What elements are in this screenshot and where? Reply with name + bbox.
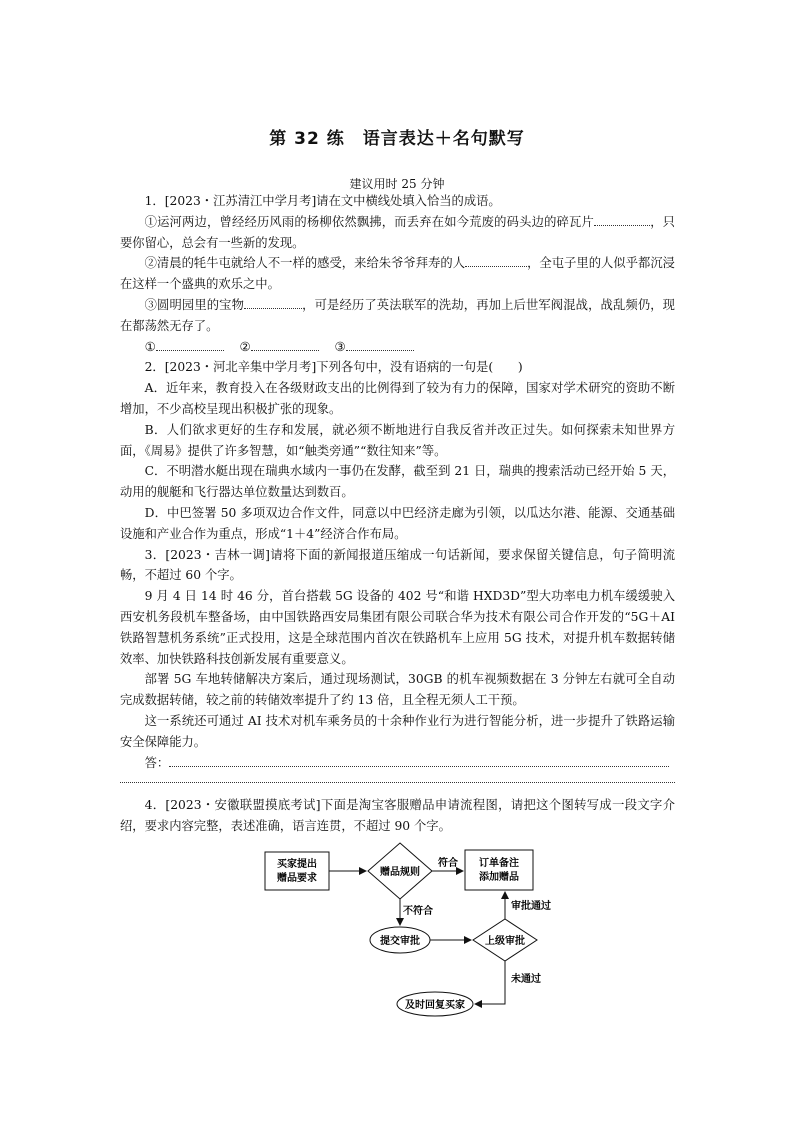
q1-answer-2[interactable] — [251, 338, 319, 351]
question-content — [120, 191, 675, 837]
q1-answer-1[interactable] — [156, 338, 224, 351]
q1-blank-1[interactable] — [594, 213, 650, 226]
q2-option-c: C．不明潜水艇出现在瑞典水域内一事仍在发酵，截至到 21 日，瑞典的搜索活动已经开始 5 天，动用的舰艇和飞行器达单位数量达到数百。 — [120, 464, 675, 500]
node-superior-approval-label: 上级审批 — [485, 936, 525, 947]
q3-answer-label: 答： — [144, 755, 170, 770]
q1-answer-label-2: ② — [239, 339, 251, 354]
node-order-note-label-1: 订单备注 — [479, 858, 519, 869]
node-order-note — [465, 850, 533, 890]
q4-stem: 4．[2023・安徽联盟摸底考试]下面是淘宝客服赠品申请流程图，请把这个图转写成一段文字介绍，要求内容完整，表述准确，语言连贯，不超过 90 个字。 — [120, 798, 675, 834]
edge-label-no-match: 不符合 — [403, 906, 433, 917]
q1-answer-line — [120, 337, 675, 358]
flowchart — [255, 842, 555, 1020]
q1-answer-label-3: ③ — [334, 339, 346, 354]
q1-sentence-1: ①运河两边，曾经经历风雨的杨柳依然飘拂，而丢弃在如今荒废的码头边的碎瓦片 ，只要你留心，总会有一些新的发现。 — [120, 214, 675, 250]
q1-blank-3[interactable] — [244, 296, 302, 309]
q1-blank-2[interactable] — [465, 254, 527, 267]
node-buyer-request — [265, 852, 329, 890]
q2-stem: 2．[2023・河北辛集中学月考]下列各句中，没有语病的一句是( ) — [144, 360, 523, 375]
edge-superior-to-reply — [475, 961, 505, 1004]
q1-sentence-3: ③圆明园里的宝物 ，可是经历了英法联军的洗劫，再加上后世军阀混战，战乱频仍，现在都荡然无存了。 — [120, 297, 675, 333]
q3-answer-line-2[interactable] — [120, 773, 675, 783]
node-buyer-request-label-2: 赠品要求 — [277, 873, 317, 884]
node-reply-buyer-label: 及时回复买家 — [405, 1000, 465, 1011]
time-suggestion: 建议用时 25 分钟 — [349, 177, 445, 191]
q1-answer-label-1: ① — [144, 339, 156, 354]
node-buyer-request-label-1: 买家提出 — [277, 859, 317, 870]
q2-option-b: B．人们欲求更好的生存和发展，就必须不断地进行自我反省并改正过失。如何探索未知世界方面，《周易》提供了许多智慧，如“触类旁通”“数往知来”等。 — [120, 422, 675, 458]
q3-answer-blank[interactable] — [169, 754, 669, 767]
edge-label-rejected: 未通过 — [511, 974, 541, 985]
q1-sentence-2: ②清晨的牦牛屯就给人不一样的感受，来给朱爷爷拜寿的人 ，全屯子里的人似乎都沉浸在这样一个盛典的欢乐之中。 — [120, 256, 675, 292]
page-title: 第 32 练 语言表达＋名句默写 — [269, 129, 525, 149]
q2-option-a: A．近年来，教育投入在各级财政支出的比例得到了较为有力的保障，国家对学术研究的资助不断增加，不少高校呈现出积极扩张的现象。 — [120, 381, 675, 416]
node-gift-rules-label: 赠品规则 — [380, 867, 420, 878]
q3-news-paragraph-3: 这一系统还可通过 AI 技术对机车乘务员的十余种作业行为进行智能分析，进一步提升了铁路运输安全保障能力。 — [120, 713, 675, 749]
edge-label-match: 符合 — [438, 858, 458, 869]
q3-news-paragraph-2: 部署 5G 车地转储解决方案后，通过现场测试，30GB 的机车视频数据在 3 分钟左右就可全自动完成数据转储，较之前的转储效率提升了约 13 倍，且全程无须人工干预。 — [120, 672, 675, 708]
q1-answer-3[interactable] — [346, 338, 414, 351]
q1-stem: 1．[2023・江苏清江中学月考]请在文中横线处填入恰当的成语。 — [144, 194, 501, 208]
node-order-note-label-2: 添加赠品 — [479, 872, 519, 883]
q3-answer-line — [120, 753, 675, 774]
q2-option-d: D．中巴签署 50 多项双边合作文件，同意以中巴经济走廊为引领，以瓜达尔港、能源、交通基础设施和产业合作为重点，形成“1＋4”经济合作布局。 — [120, 505, 675, 541]
flowchart-svg — [255, 842, 555, 1020]
edge-label-approved: 审批通过 — [511, 901, 551, 912]
q3-stem: 3．[2023・吉林一调]请将下面的新闻报道压缩成一句话新闻，要求保留关键信息，句子简明流畅，不超过 60 个字。 — [120, 547, 675, 583]
node-submit-approval-label: 提交审批 — [380, 936, 420, 947]
q3-news-paragraph-1: 9 月 4 日 14 时 46 分，首台搭载 5G 设备的 402 号“和谐 HXD3D”型大功率电力机车缓缓驶入西安机务段机车整备场，由中国铁路西安局集团有限公司联合华为技术有限公司合作开发的“5G＋AI 铁路智慧机务系统”正式投用，这是全球范围内首次在铁路机车上应用 5G 技术，对提升机车数据转储效率、加快铁路科技创新发展有重要意义。 — [120, 589, 675, 666]
